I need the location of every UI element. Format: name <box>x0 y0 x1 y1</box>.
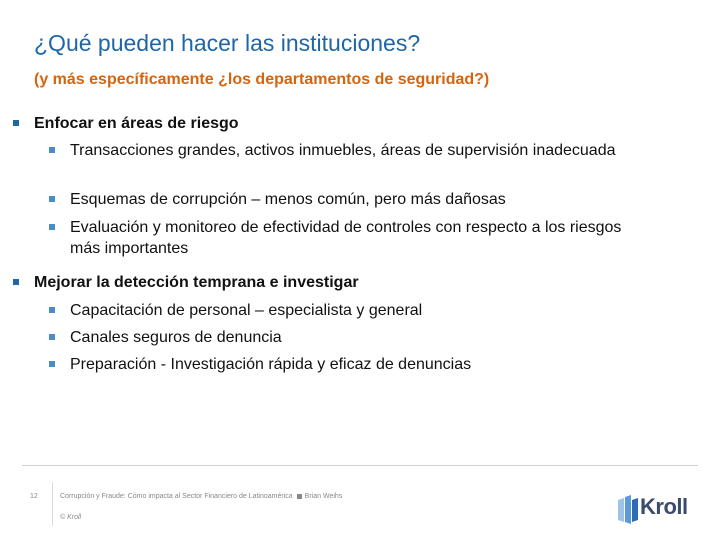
sub-bullet-text: Canales seguros de denuncia <box>70 329 282 346</box>
sub-bullet-text: Preparación - Investigación rápida y eficaz de denuncias <box>70 356 472 373</box>
author-name: Brian Weihs <box>304 493 343 500</box>
sub-bullet-text: Esquemas de corrupción – menos común, pero más dañosas <box>70 191 506 208</box>
sub-bullet-text: Capacitación de personal – especialista y general <box>70 302 423 319</box>
slide-title: ¿Qué pueden hacer las instituciones? <box>34 30 421 56</box>
kroll-logo <box>616 494 696 524</box>
bullet-square-icon <box>13 120 19 126</box>
footer-vertical-divider <box>52 482 53 526</box>
bullet-square-icon <box>49 147 55 153</box>
sub-bullet-item <box>62 217 652 259</box>
sub-bullet-item <box>62 189 652 210</box>
bullet-square-icon <box>49 307 55 313</box>
page-number: 12 <box>30 493 38 500</box>
bullet-item <box>26 113 239 134</box>
sub-bullet-item <box>62 354 652 375</box>
bullet-square-icon <box>49 334 55 340</box>
sub-bullet-text: Transacciones grandes, activos inmuebles, áreas de supervisión inadecuada <box>70 142 616 159</box>
sub-bullet-item <box>62 140 652 161</box>
kroll-logo-icon <box>616 494 640 524</box>
bullet-text: Mejorar la detección temprana e investigar <box>34 274 359 291</box>
bullet-square-icon <box>49 196 55 202</box>
square-separator-icon <box>297 494 302 499</box>
bullet-square-icon <box>49 224 55 230</box>
bullet-square-icon <box>13 279 19 285</box>
bullet-square-icon <box>49 361 55 367</box>
bullet-text: Enfocar en áreas de riesgo <box>34 115 239 132</box>
footer-caption <box>60 493 342 500</box>
slide-subtitle: (y más específicamente ¿los departamentos de seguridad?) <box>34 71 490 88</box>
presentation-title: Corrupción y Fraude: Cómo impacta al Sector Financiero de Latinoamérica <box>60 493 293 500</box>
sub-bullet-item <box>62 300 652 321</box>
sub-bullet-text: Evaluación y monitoreo de efectividad de controles con respecto a los riesgos más importantes <box>70 219 622 257</box>
sub-bullet-item <box>62 327 652 348</box>
logo-wordmark: Kroll <box>640 494 688 519</box>
bullet-item <box>26 272 359 293</box>
copyright-notice: © Kroll <box>60 514 82 521</box>
footer-divider <box>22 465 698 466</box>
